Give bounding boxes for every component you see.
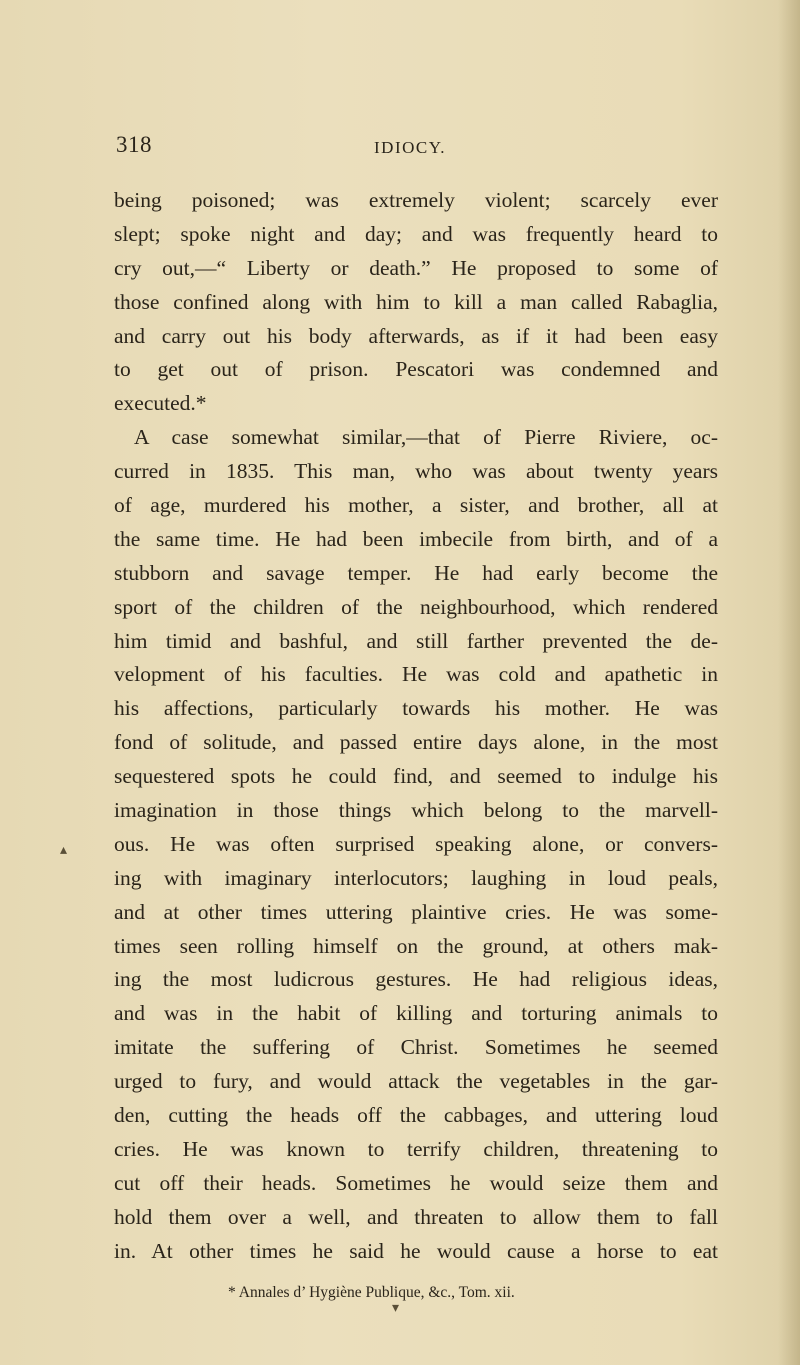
text-line: and was in the habit of killing and torturing animals to — [114, 1001, 718, 1026]
text-line: ous. He was often surprised speaking alone, or convers- — [114, 831, 718, 856]
text-line: and at other times uttering plaintive cries. He was some- — [114, 899, 718, 924]
text-line: cry out,—“ Liberty or death.” He proposed to some of — [114, 255, 718, 280]
text-line: executed.* — [114, 391, 207, 416]
margin-speck-icon: ▴ — [60, 843, 68, 858]
text-line: fond of solitude, and passed entire days alone, in the most — [114, 730, 718, 755]
text-line: sport of the children of the neighbourhood, which rendered — [114, 594, 718, 619]
text-line: sequestered spots he could find, and seemed to indulge his — [114, 764, 718, 789]
running-head: IDIOCY. — [374, 138, 447, 157]
text-line: curred in 1835. This man, who was about twenty years — [114, 459, 718, 484]
text-line: A case somewhat similar,—that of Pierre Riviere, oc- — [134, 425, 718, 450]
text-line: velopment of his faculties. He was cold and apathetic in — [114, 662, 718, 687]
text-line: ing the most ludicrous gestures. He had religious ideas, — [114, 967, 718, 992]
text-line: cries. He was known to terrify children, threatening to — [114, 1136, 718, 1161]
text-line: to get out of prison. Pescatori was condemned and — [114, 357, 718, 382]
text-line: urged to fury, and would attack the vegetables in the gar- — [114, 1069, 718, 1094]
text-line: those confined along with him to kill a man called Rabaglia, — [114, 289, 718, 314]
text-line: slept; spoke night and day; and was frequently heard to — [114, 221, 718, 246]
text-line: imitate the suffering of Christ. Sometimes he seemed — [114, 1035, 718, 1060]
text-line: and carry out his body afterwards, as if it had been easy — [114, 323, 718, 348]
body-text — [114, 184, 718, 1269]
text-line: of age, murdered his mother, a sister, and brother, all at — [114, 493, 718, 518]
text-line: imagination in those things which belong to the marvell- — [114, 798, 718, 823]
margin-speck-icon: ▾ — [392, 1301, 400, 1316]
text-line: being poisoned; was extremely violent; scarcely ever — [114, 188, 718, 212]
text-line: in. At other times he said he would cause a horse to eat — [114, 1238, 718, 1263]
text-line: ing with imaginary interlocutors; laughing in loud peals, — [114, 865, 718, 890]
page-number: 318 — [116, 132, 152, 157]
text-line: cut off their heads. Sometimes he would seize them and — [114, 1170, 718, 1195]
page-edge-shadow — [778, 0, 800, 1365]
text-line: the same time. He had been imbecile from birth, and of a — [114, 526, 718, 551]
footnote: * Annales d’ Hygiène Publique, &c., Tom. xii. — [228, 1284, 515, 1301]
text-line: his affections, particularly towards his mother. He was — [114, 696, 718, 721]
text-line: den, cutting the heads off the cabbages, and uttering loud — [114, 1103, 718, 1128]
text-line: him timid and bashful, and still farther prevented the de- — [114, 628, 718, 653]
text-line: hold them over a well, and threaten to allow them to fall — [114, 1204, 718, 1229]
page-header — [116, 132, 718, 166]
text-line: stubborn and savage temper. He had early become the — [114, 560, 718, 585]
text-line: times seen rolling himself on the ground, at others mak- — [114, 933, 718, 958]
